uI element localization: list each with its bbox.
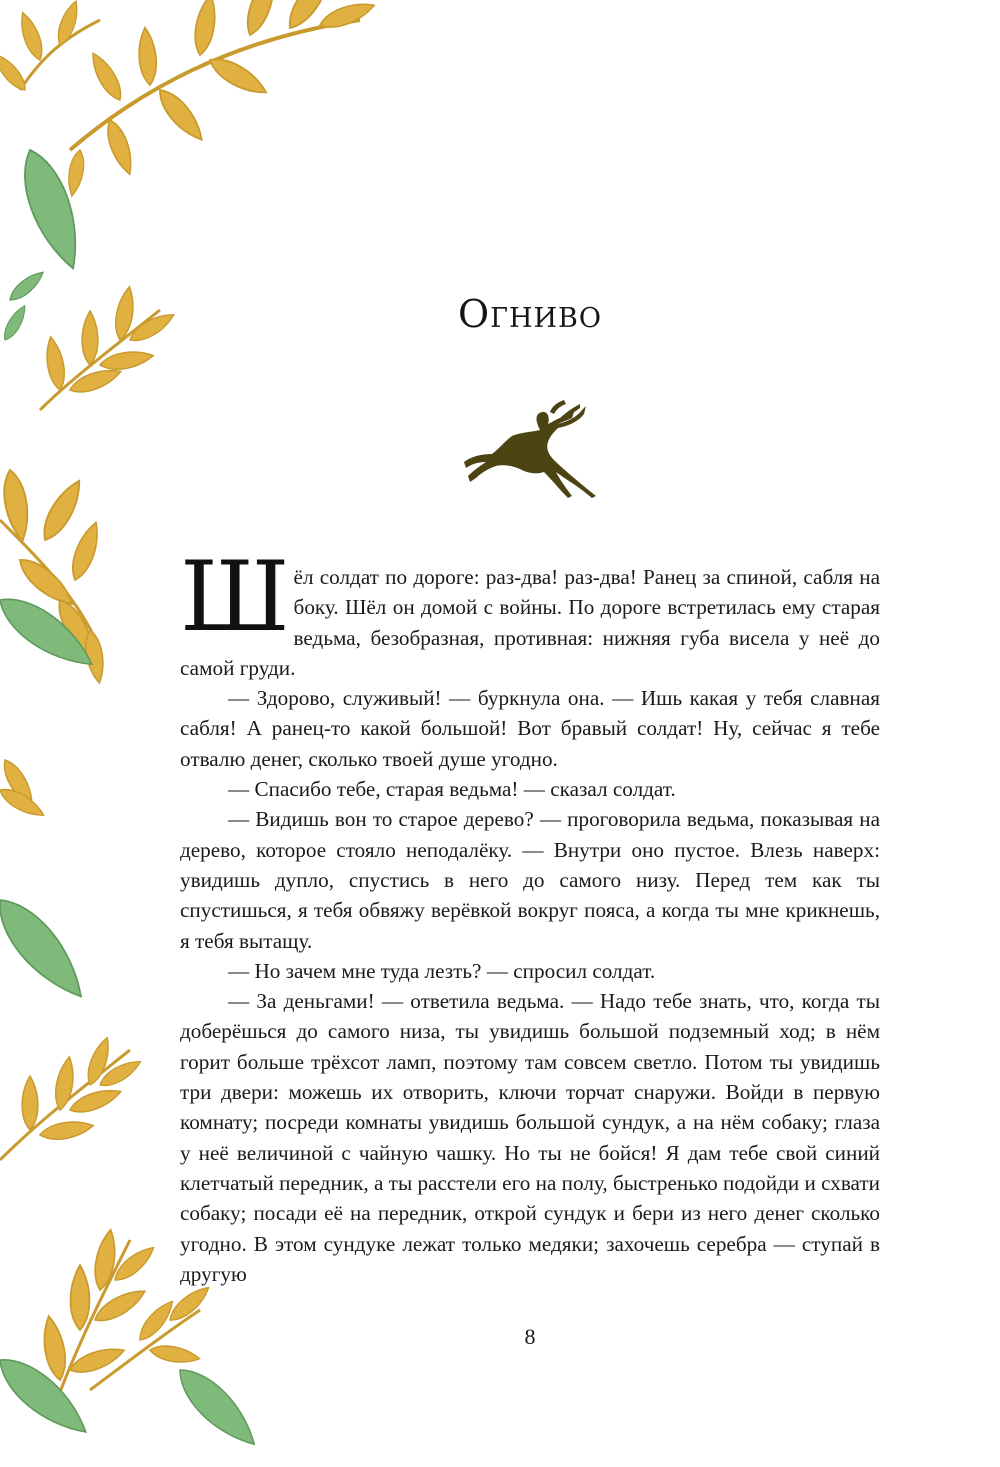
page-number: 8 bbox=[524, 1324, 536, 1349]
paragraph: — Спасибо тебе, старая ведьма! — сказал солдат. bbox=[228, 777, 676, 802]
paragraph: — Видишь вон то старое дерево? — проговорила ведьма, показывая на дерево, которое стояло неподалёку. — Внутри оно пустое. Влезь наверх: увидишь дупло, спустись в него до самого низу. Перед тем как ты спустишься, я тебя обвяжу верёвкой вокруг пояса, а когда ты мне крикнешь, я тебя вытащу. bbox=[180, 807, 880, 953]
story-text bbox=[180, 541, 880, 1289]
paragraph bbox=[180, 541, 880, 683]
paragraph: — За деньгами! — ответила ведьма. — Надо тебе знать, что, когда ты доберёшься до самого низа, ты увидишь большой подземный ход; в нём горит больше трёхсот ламп, поэтому там совсем светло. Потом ты увидишь три двери: можешь их отворить, ключи торчат снаружи. Войди в первую комнату; посреди комнаты увидишь большой сундук, а на нём собаку; глаза у неё величиной с чайную чашку. Но ты не бойся! Я дам тебе свой синий клетчатый передник, а ты расстели его на полу, быстренько подойди и схвати собаку; посади её на передник, открой сундук и бери из него денег сколько угодно. В этом сундуке лежат только медяки; захочешь серебра — ступай в другую bbox=[180, 989, 880, 1286]
drop-cap: Ш bbox=[180, 541, 290, 653]
deer-icon bbox=[462, 392, 598, 518]
page-title: Огниво bbox=[457, 292, 603, 336]
paragraph: — Но зачем мне туда лезть? — спросил солдат. bbox=[228, 958, 656, 983]
paragraph-text: ёл солдат по дороге: раз-два! раз-два! Ранец за спиной, сабля на боку. Шёл он домой с войны. По дороге встретилась ему старая ведьма, безобразная, противная: нижняя губа висела у неё до самой груди. bbox=[180, 565, 880, 680]
paragraph: — Здорово, служивый! — буркнула она. — Ишь какая у тебя славная сабля! А ранец-то какой большой! Вот бравый солдат! Ну, сейчас я тебе отвалю денег, сколько твоей душе угодно. bbox=[180, 686, 880, 771]
